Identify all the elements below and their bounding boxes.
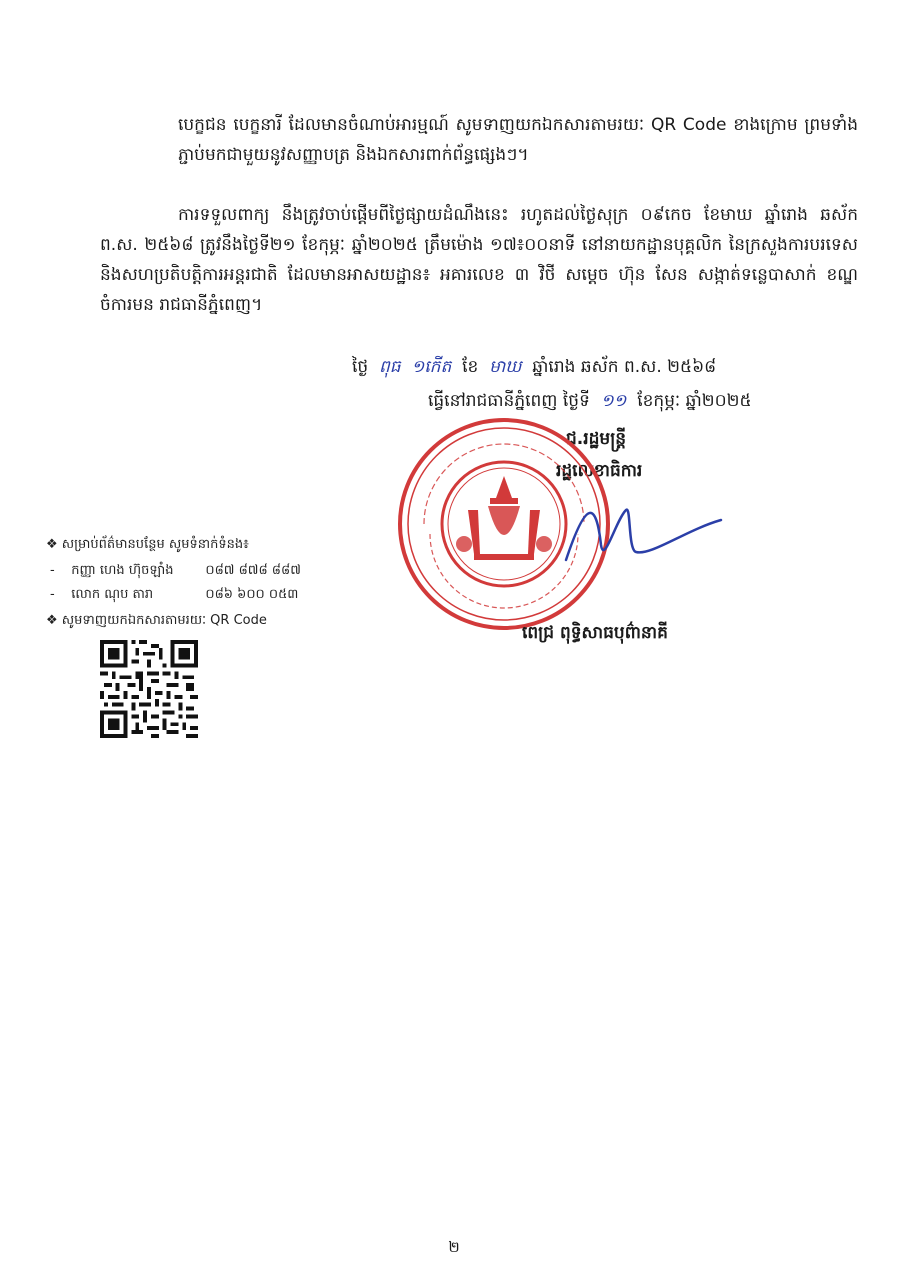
page-number: ២ [448,1238,460,1256]
place-date-line [428,390,752,415]
paragraph2-text: ការទទួលពាក្យ នឹងត្រូវចាប់ផ្ដើមពីថ្ងៃផ្សាយដំណឹងនេះ រហូតដល់ថ្ងៃសុក្រ ០៩កេច ខែមាឃ ឆ្នាំរោង ឆស័ក ព.ស. ២៥៦៨ ត្រូវនឹងថ្ងៃទី២១ ខែកុម្ភៈ ឆ្នាំ២០២៥ ត្រឹមម៉ោង ១៧៖០០នាទី នៅនាយកដ្ឋានបុគ្គលិក នៃក្រសួងការបរទេស និងសហប្រតិបត្តិការអន្តរជាតិ ដែលមានអាសយដ្ឋាន៖ អគារលេខ ៣ វិថី សម្ដេច ហ៊ុន សែន សង្កាត់ទន្លេបាសាក់ ខណ្ឌចំការមន រាជធានីភ្នំពេញ។ [100,205,858,315]
date-prefix: ថ្ងៃ [352,357,369,377]
contact-phone: ០៨៧ ៨៧៨ ៨៨៧ [205,563,301,578]
lunar-year-text: ឆ្នាំរោង ឆស័ក ព.ស. ២៥៦៨ [532,357,717,377]
signatory-title-2: រដ្ឋលេខាធិការ [556,461,643,481]
contact-name: លោក ណុប តារា [71,587,154,602]
contact-phone: ០៨៦ ៦០០ ០៥៣ [205,587,299,602]
place-suffix: ខែកុម្ភៈ ឆ្នាំ២០២៥ [637,391,752,411]
qr-note [46,612,267,631]
qr-code-icon[interactable] [100,640,198,738]
handwritten-lunar-day: ១កើត [411,357,452,377]
handwritten-month: មាឃ [489,357,522,377]
paragraph-application-deadline [100,200,858,320]
lunar-date-line [352,356,716,381]
signature-icon [556,490,726,580]
dash-bullet: - [50,563,55,578]
contact-heading [46,536,249,555]
handwritten-weekday: ពុធ [379,357,401,377]
place-prefix: ធ្វើនៅរាជធានីភ្នំពេញ ថ្ងៃទី [428,391,590,411]
contact-row [50,562,301,581]
paragraph-download-instructions [178,110,858,170]
contact-heading-text: សម្រាប់ព័ត៌មានបន្ថែម សូមទំនាក់ទំនង៖ [61,537,249,552]
dash-bullet: - [50,587,55,602]
signatory-name: ពេជ្រ ពុទ្ធិសាធបុព៌ានាគី [522,623,668,643]
handwritten-day: ១១ [600,391,627,411]
signatory-title-1: ជ.រដ្ឋមន្ត្រី [566,429,627,449]
contact-row [50,586,298,605]
paragraph1-text: បេក្ខជន បេក្ខនារី ដែលមានចំណាប់អារម្មណ៍ សូមទាញយកឯកសារតាមរយៈ QR Code ខាងក្រោម ព្រមទាំងភ្ជាប់មកជាមួយនូវសញ្ញាបត្រ និងឯកសារពាក់ព័ន្ធផ្សេងៗ។ [178,115,858,165]
diamond-bullet-icon: ❖ [46,537,58,552]
contact-name: កញ្ញា ហេង ហ៊ុចឡាំង [71,563,174,578]
diamond-bullet-icon: ❖ [46,613,58,628]
month-label: ខែ [462,357,479,377]
qr-note-text: សូមទាញយកឯកសារតាមរយៈ QR Code [61,613,267,628]
